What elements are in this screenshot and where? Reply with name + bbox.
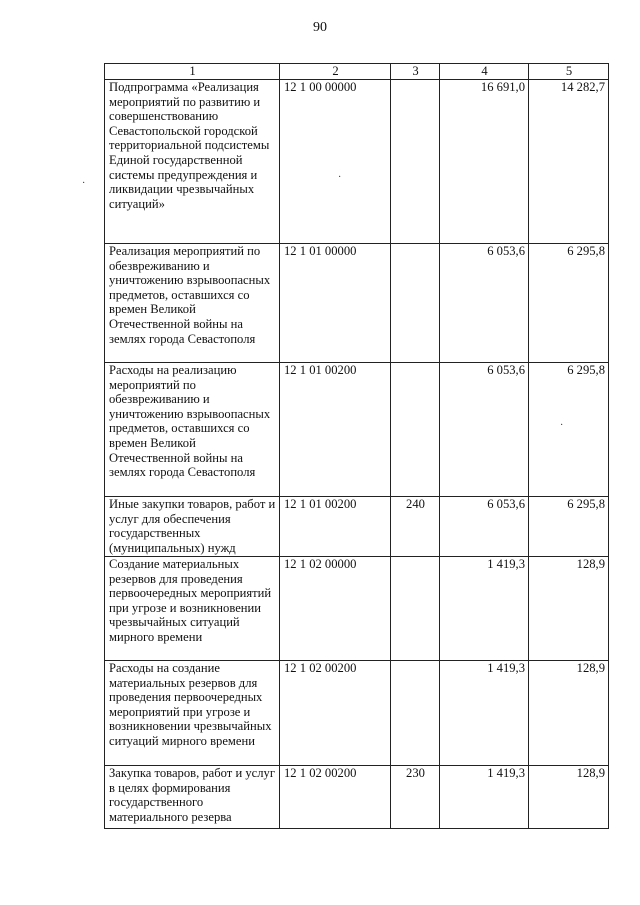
amount-year-2: 6 295,8 [529, 244, 609, 363]
scan-speck: · [82, 178, 86, 189]
amount-year-2: 14 282,7 [529, 80, 609, 244]
expense-type [391, 661, 440, 766]
expense-type [391, 244, 440, 363]
column-header: 2 [280, 64, 391, 80]
amount-year-2: 128,9 [529, 766, 609, 829]
amount-year-1: 1 419,3 [440, 557, 529, 661]
budget-table [104, 63, 609, 829]
target-code: 12 1 02 00200 [280, 661, 391, 766]
column-header: 1 [105, 64, 280, 80]
column-header: 4 [440, 64, 529, 80]
table-row [105, 363, 609, 497]
amount-year-2: 128,9 [529, 557, 609, 661]
target-code: 12 1 00 00000 [280, 80, 391, 244]
expense-type [391, 80, 440, 244]
scan-speck: · [560, 420, 564, 431]
amount-year-1: 1 419,3 [440, 661, 529, 766]
target-code: 12 1 01 00000 [280, 244, 391, 363]
item-name: Расходы на создание материальных резервов для проведения первоочередных мероприятий при угрозе и возникновении чрезвычайных ситуаций мирного времени [105, 661, 280, 766]
item-name: Реализация мероприятий по обезвреживанию и уничтожению взрывоопасных предметов, оставшихся со времен Великой Отечественной войны на землях города Севастополя [105, 244, 280, 363]
expense-type [391, 363, 440, 497]
table-row [105, 557, 609, 661]
item-name: Расходы на реализацию мероприятий по обезвреживанию и уничтожению взрывоопасных предметов, оставшихся со времен Великой Отечественной войны на землях города Севастополя [105, 363, 280, 497]
expense-type: 230 [391, 766, 440, 829]
amount-year-1: 6 053,6 [440, 497, 529, 557]
amount-year-2: 128,9 [529, 661, 609, 766]
table-row [105, 497, 609, 557]
item-name: Иные закупки товаров, работ и услуг для обеспечения государственных (муниципальных) нужд [105, 497, 280, 557]
column-header: 3 [391, 64, 440, 80]
header-row [105, 64, 609, 80]
expense-type: 240 [391, 497, 440, 557]
table-row [105, 766, 609, 829]
amount-year-2: 6 295,8 [529, 497, 609, 557]
table-row [105, 80, 609, 244]
amount-year-2: 6 295,8 [529, 363, 609, 497]
amount-year-1: 6 053,6 [440, 363, 529, 497]
item-name: Подпрограмма «Реализация мероприятий по развитию и совершенствованию Севастопольской городской территориальной подсистемы Единой государственной системы предупреждения и ликвидации чрезвычайных ситуаций» [105, 80, 280, 244]
table-row [105, 244, 609, 363]
item-name: Закупка товаров, работ и услуг в целях формирования государственного материального резерва [105, 766, 280, 829]
target-code: 12 1 02 00200 [280, 766, 391, 829]
target-code: 12 1 02 00000 [280, 557, 391, 661]
amount-year-1: 6 053,6 [440, 244, 529, 363]
page-number: 90 [313, 20, 327, 35]
scan-speck: · [338, 172, 342, 183]
amount-year-1: 1 419,3 [440, 766, 529, 829]
amount-year-1: 16 691,0 [440, 80, 529, 244]
expense-type [391, 557, 440, 661]
column-header: 5 [529, 64, 609, 80]
table-row [105, 661, 609, 766]
target-code: 12 1 01 00200 [280, 497, 391, 557]
item-name: Создание материальных резервов для проведения первоочередных мероприятий при угрозе и возникновении чрезвычайных ситуаций мирного времени [105, 557, 280, 661]
target-code: 12 1 01 00200 [280, 363, 391, 497]
